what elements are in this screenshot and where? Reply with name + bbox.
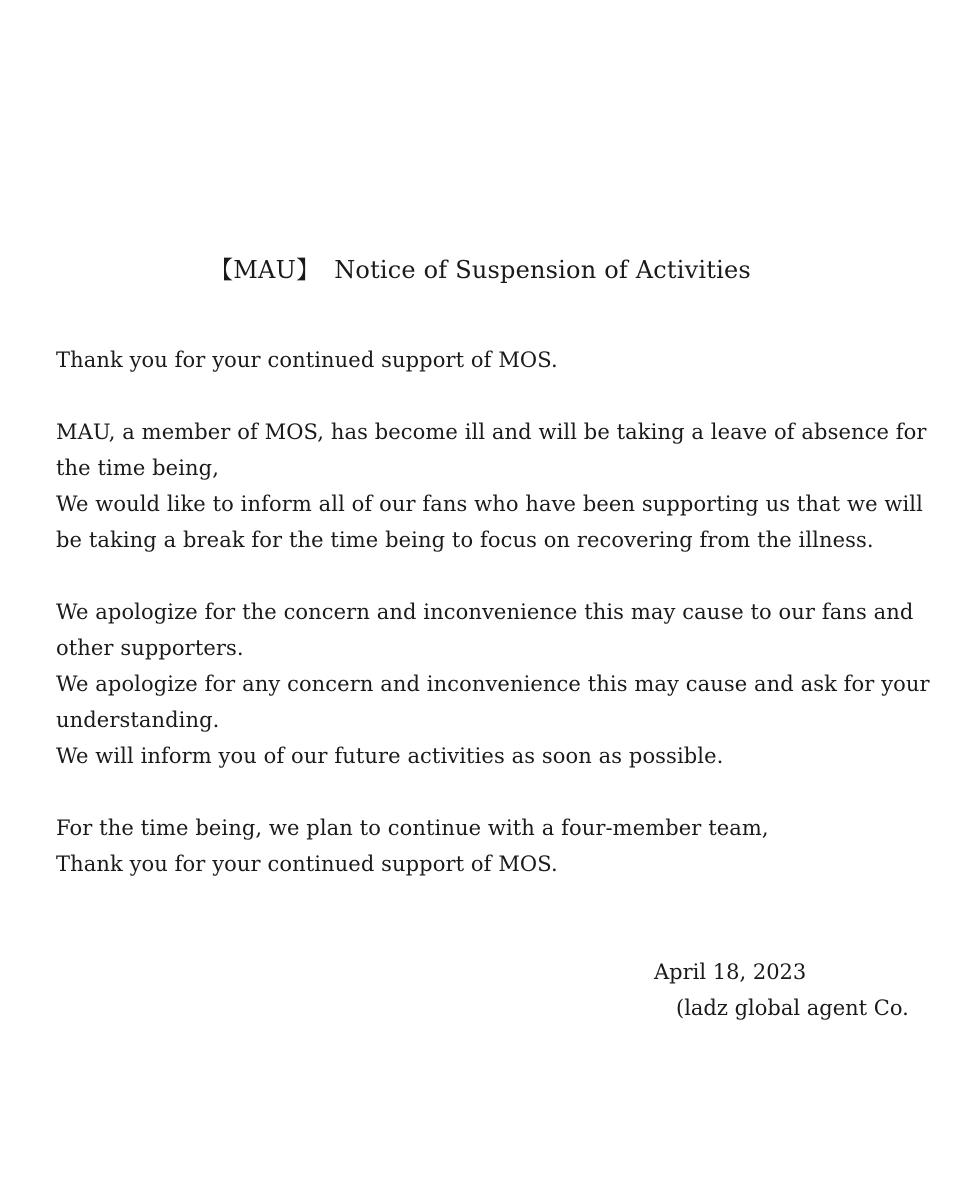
- paragraph-line: other supporters.: [56, 636, 244, 660]
- paragraph-closing: [56, 810, 916, 882]
- paragraph-line: We apologize for the concern and inconvenience this may cause to our fans and: [56, 600, 914, 624]
- title-text: Notice of Suspension of Activities: [334, 256, 751, 284]
- paragraph-line: We apologize for any concern and inconvenience this may cause and ask for your: [56, 672, 930, 696]
- paragraph-greeting: [56, 342, 916, 378]
- notice-title: [0, 252, 960, 288]
- paragraph-leave-notice: [56, 414, 927, 558]
- title-bracket-label: 【MAU】: [209, 256, 321, 284]
- paragraph-line: Thank you for your continued support of MOS.: [56, 348, 558, 372]
- company-signature: (ladz global agent Co.: [676, 996, 909, 1020]
- paragraph-line: For the time being, we plan to continue with a four-member team,: [56, 816, 769, 840]
- paragraph-apology: [56, 594, 930, 774]
- paragraph-line: We will inform you of our future activities as soon as possible.: [56, 744, 724, 768]
- notice-date: April 18, 2023: [654, 960, 807, 984]
- paragraph-line: understanding.: [56, 708, 220, 732]
- paragraph-line: Thank you for your continued support of MOS.: [56, 852, 558, 876]
- paragraph-line: MAU, a member of MOS, has become ill and will be taking a leave of absence for: [56, 420, 927, 444]
- paragraph-line: the time being,: [56, 456, 219, 480]
- paragraph-line: be taking a break for the time being to focus on recovering from the illness.: [56, 528, 874, 552]
- paragraph-line: We would like to inform all of our fans who have been supporting us that we will: [56, 492, 923, 516]
